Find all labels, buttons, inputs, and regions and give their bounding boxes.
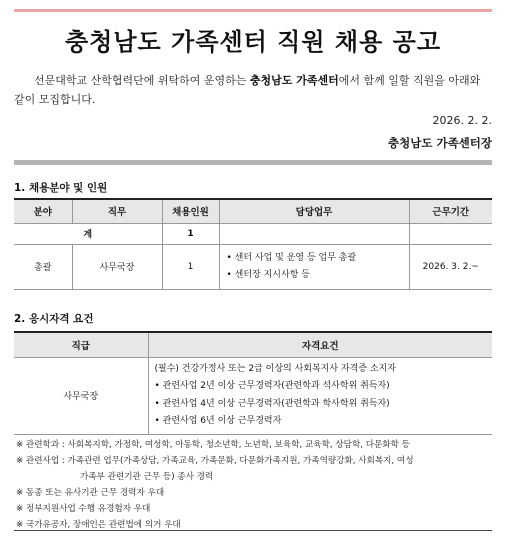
header-requirements: 자격요건: [148, 332, 492, 357]
header-period: 근무기간: [409, 199, 492, 223]
table-row: [14, 357, 492, 434]
announcement-date: 2026. 2. 2.: [432, 114, 492, 127]
position-cell: 사무국장: [14, 357, 148, 434]
page-title: 충청남도 가족센터 직원 채용 공고: [65, 28, 441, 56]
requirement-item: • 관련사업 4년 이상 근무경력자(관련학과 학사학위 취득자): [154, 398, 390, 409]
note-item: ※ 국가유공자, 장애인은 관련법에 의거 우대: [16, 520, 181, 530]
header-duties: 담당업무: [219, 199, 409, 223]
top-accent-bar: [14, 9, 492, 12]
notes-list: [16, 437, 496, 533]
header-field: 분야: [14, 199, 72, 223]
note-item-continued: 가족부 관련기관 근무 등) 종사 경력: [80, 472, 214, 482]
intro-org-name: 충청남도 가족센터: [249, 74, 339, 87]
header-position: 직급: [14, 332, 148, 357]
total-label: 계: [14, 223, 162, 244]
requirement-item: • 관련사업 6년 이상 근무경력자: [154, 416, 282, 426]
duty-item: • 센터 사업 및 운영 등 업무 총괄: [226, 252, 357, 263]
recruitment-table: [14, 198, 492, 290]
qualification-table: [14, 331, 492, 435]
requirement-item: • 관련사업 2년 이상 근무경력자(관련학과 석사학위 취득자): [154, 381, 390, 391]
note-item: ※ 관련학과 : 사회복지학, 가정학, 여성학, 아동학, 청소년학, 노년학, 보육학, 교육학, 상담학, 다문화학 등: [16, 440, 410, 450]
signer: 충청남도 가족센터장: [388, 136, 492, 150]
total-row: [14, 223, 492, 244]
intro-paragraph: [14, 71, 492, 109]
row-count: 1: [162, 244, 219, 289]
section-2-heading: 2. 응시자격 요건: [14, 313, 94, 325]
header-count: 채용인원: [162, 199, 219, 223]
requirement-item: (필수) 건강가정사 또는 2급 이상의 사회복지사 자격증 소지자: [154, 363, 396, 374]
row-field: 총괄: [14, 244, 72, 289]
row-job: 사무국장: [72, 244, 162, 289]
table-header-row: [14, 332, 492, 357]
requirements-cell: [148, 357, 492, 434]
note-item: ※ 관련사업 : 가족관련 업무(가족상담, 가족교육, 가족문화, 다문화가족지원, 가족역량강화, 사회복지, 여성: [16, 456, 414, 466]
header-job: 직무: [72, 199, 162, 223]
row-duties: [219, 244, 409, 289]
note-item: ※ 정부지원사업 수행 유경험자 우대: [16, 504, 151, 514]
row-period: 2026. 3. 2.~: [409, 244, 492, 289]
section-divider: [14, 160, 492, 165]
section-1-heading: 1. 채용분야 및 인원: [14, 182, 108, 194]
note-item: ※ 동종 또는 유사기관 근무 경력자 우대: [16, 488, 165, 498]
intro-text-2: 에서 함께 일할 직원을 아래와 같이 모집합니다.: [14, 74, 481, 106]
bottom-rule: [14, 530, 492, 531]
table-header-row: [14, 199, 492, 223]
total-count: 1: [162, 223, 219, 244]
table-row: [14, 244, 492, 289]
intro-text-1: 선문대학교 산학협력단에 위탁하여 운영하는: [34, 74, 250, 87]
duty-item: • 센터장 지시사항 등: [226, 269, 310, 280]
